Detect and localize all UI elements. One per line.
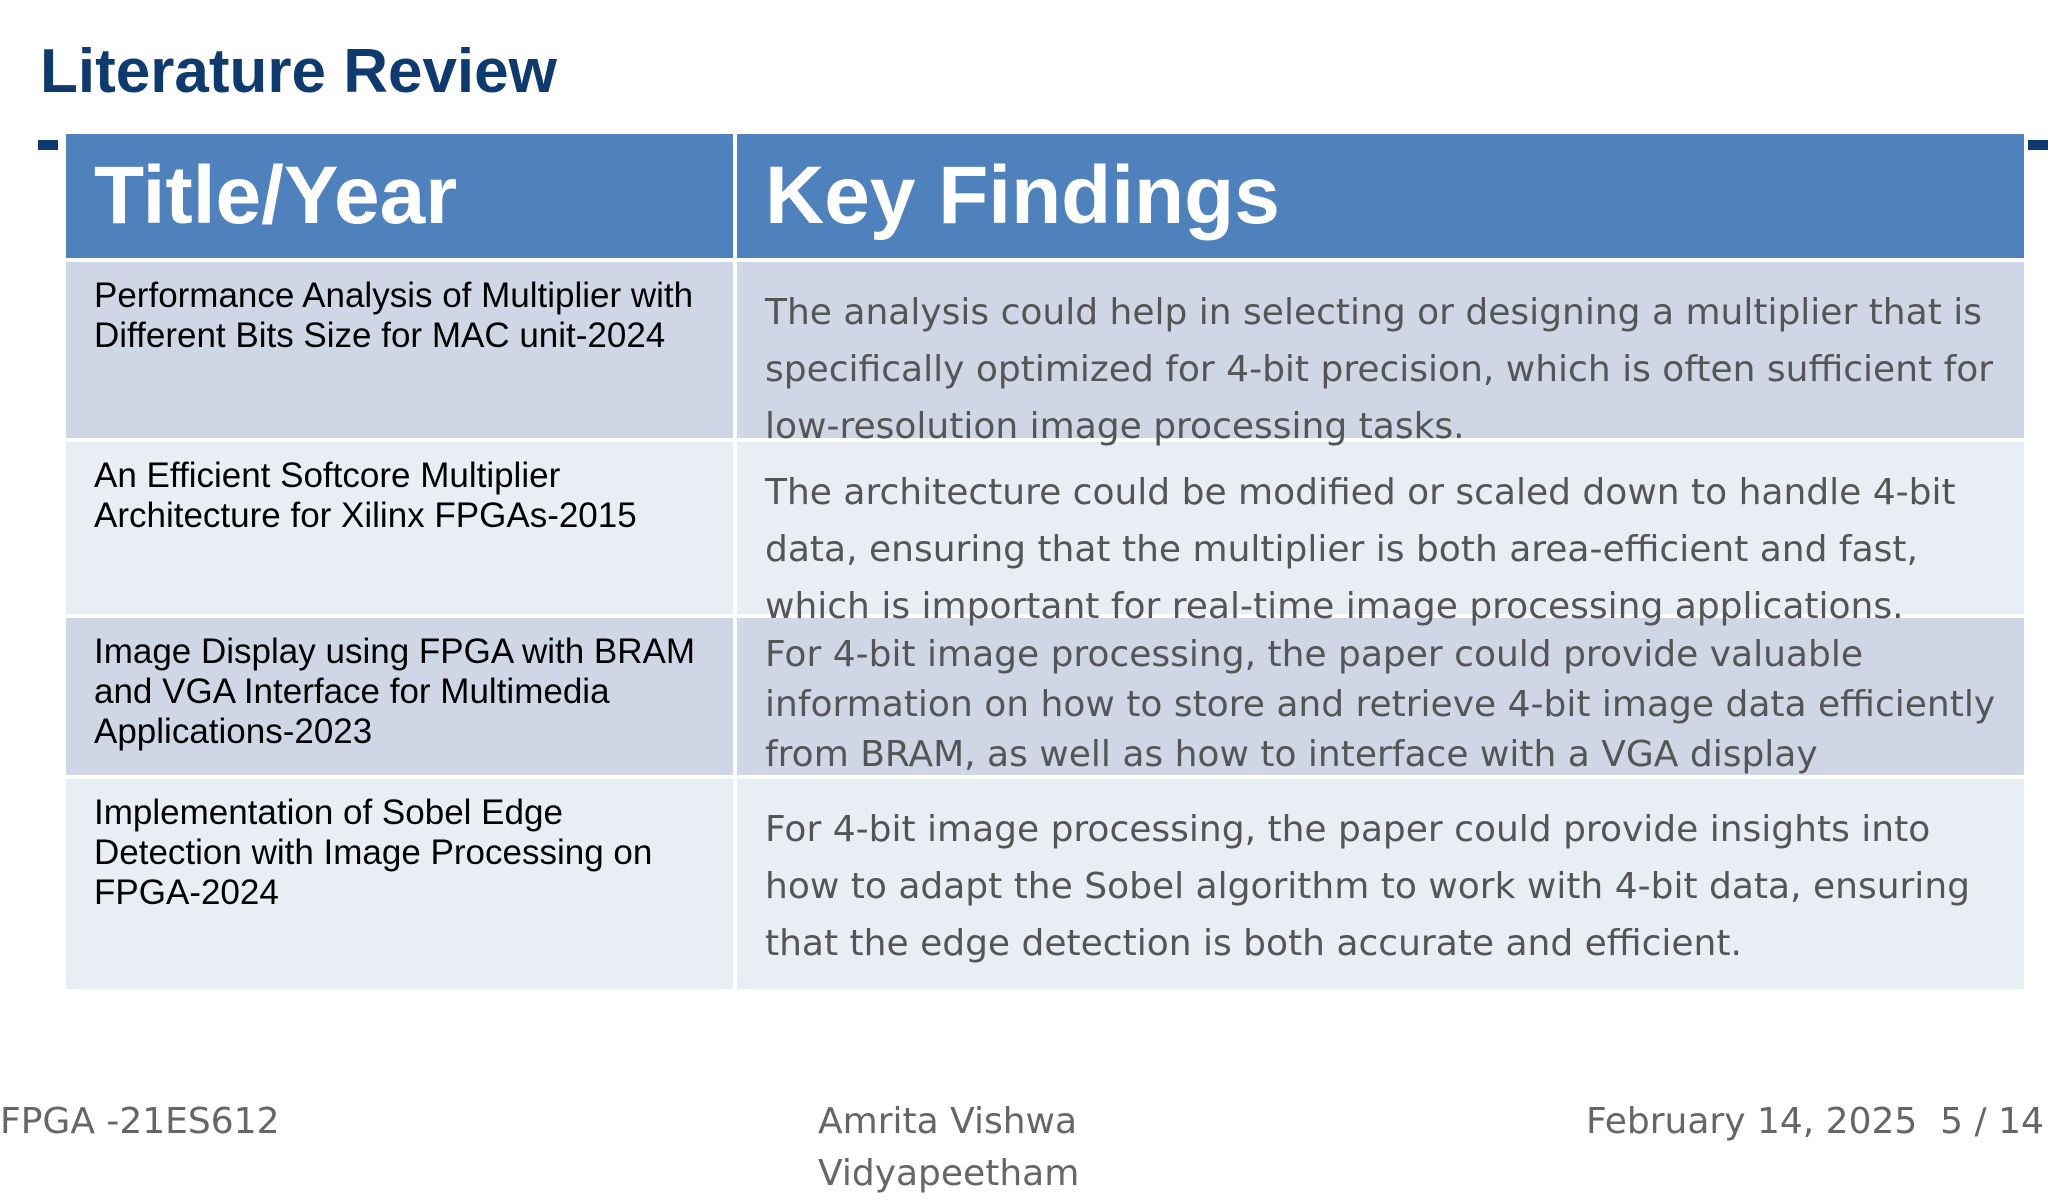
key-finding-cell	[735, 440, 2026, 627]
footer-author: Amrita Vishwa Vidyapeetham	[818, 1101, 1080, 1194]
paper-title-cell	[64, 440, 735, 616]
title-rule-left-marker	[38, 140, 58, 150]
paper-title-cell	[64, 260, 735, 440]
table-row	[64, 777, 2026, 991]
key-finding: The analysis could help in selecting or designing a multiplier that is specifically optimized for 4-bit precision, which is often sufficient for low-resolution image processing tasks.	[765, 292, 1994, 447]
key-finding-cell	[735, 616, 2026, 777]
key-finding-cell	[735, 260, 2026, 447]
paper-title: Implementation of Sobel Edge Detection with Image Processing on FPGA-2024	[94, 793, 653, 912]
paper-title-cell	[64, 616, 735, 777]
table-row	[64, 440, 2026, 616]
slide-title: Literature Review	[40, 37, 557, 106]
key-finding: For 4-bit image processing, the paper could provide insights into how to adapt the Sobel algorithm to work with 4-bit data, ensuring that the edge detection is both accurate and efficient.	[765, 809, 1970, 964]
paper-title: An Efficient Softcore Multiplier Architecture for Xilinx FPGAs-2015	[94, 456, 637, 535]
key-finding-cell	[735, 777, 2026, 991]
paper-title-cell	[64, 777, 735, 991]
title-rule-right-marker	[2028, 140, 2048, 150]
key-finding: For 4-bit image processing, the paper could provide valuable information on how to store and retrieve 4-bit image data efficiently from BRAM, as well as how to interface with a VGA display	[765, 634, 1996, 775]
key-finding: The architecture could be modified or scaled down to handle 4-bit data, ensuring that the multiplier is both area-efficient and fast, which is important for real-time image processing applications.	[765, 472, 1956, 627]
footer-course-code: FPGA -21ES612	[0, 1101, 280, 1142]
literature-table	[62, 130, 2028, 993]
paper-title: Performance Analysis of Multiplier with Different Bits Size for MAC unit-2024	[94, 276, 694, 355]
column-header-title-year: Title/Year	[64, 132, 735, 260]
footer-date: February 14, 2025	[1586, 1101, 1918, 1142]
footer-page-number: 5 / 14	[1940, 1101, 2044, 1142]
paper-title: Image Display using FPGA with BRAM and VGA Interface for Multimedia Applications-2023	[94, 632, 696, 751]
table-row	[64, 616, 2026, 777]
footer-date-page	[1586, 1096, 2044, 1152]
table-header-row	[64, 132, 2026, 260]
table-row	[64, 260, 2026, 440]
column-header-key-findings: Key Findings	[735, 132, 2026, 260]
